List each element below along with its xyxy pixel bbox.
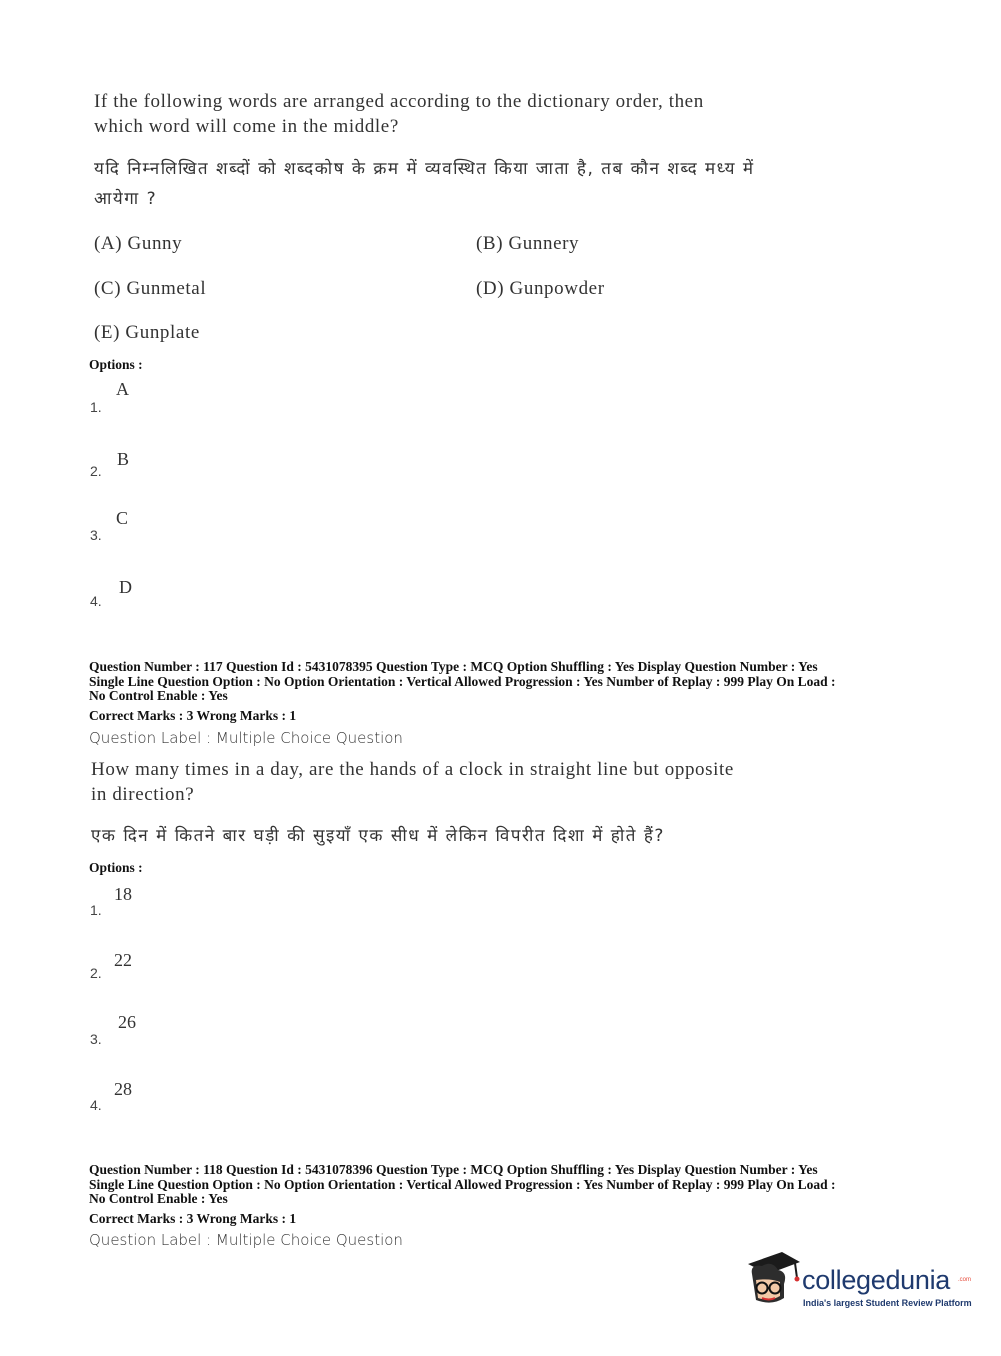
q117-option-1-num: 1. (90, 902, 102, 918)
logo-tagline: India's largest Student Review Platform (803, 1298, 972, 1308)
q116-option-1-num: 1. (90, 399, 102, 415)
q116-option-4-value[interactable]: D (119, 577, 132, 597)
q116-option-2-num: 2. (90, 463, 102, 479)
q116-hindi-line1: यदि निम्नलिखित शब्दों को शब्दकोष के क्रम में व्यवस्थित किया जाता है, तब कौन शब्द मध्य में (94, 159, 755, 179)
q117-hindi-line1: एक दिन में कितने बार घड़ी की सुइयाँ एक सीध में लेकिन विपरीत दिशा में होते हैं? (91, 826, 665, 846)
q117-options-heading: Options : (89, 860, 143, 875)
q117-option-4-value[interactable]: 28 (114, 1079, 132, 1099)
q116-options-heading: Options : (89, 357, 143, 372)
q117-meta-line3: No Control Enable : Yes (89, 688, 228, 703)
q117-english-line2: in direction? (91, 784, 195, 805)
logo-brand-text: collegedunia (802, 1265, 951, 1295)
q116-option-3-num: 3. (90, 527, 102, 543)
q117-option-4-num: 4. (90, 1097, 102, 1113)
q116-choice-c: (C) Gunmetal (94, 278, 207, 299)
q117-meta-line2: Single Line Question Option : No Option Orientation : Vertical Allowed Progression : Yes Number of Replay : 999 Play On Load : (89, 674, 836, 689)
q117-marks: Correct Marks : 3 Wrong Marks : 1 (89, 708, 297, 723)
q117-option-1-value[interactable]: 18 (114, 884, 132, 904)
q116-option-3-value[interactable]: C (116, 508, 129, 528)
q118-marks: Correct Marks : 3 Wrong Marks : 1 (89, 1211, 297, 1226)
q116-english-line1: If the following words are arranged according to the dictionary order, then (94, 91, 704, 112)
q117-meta-line1: Question Number : 117 Question Id : 5431078395 Question Type : MCQ Option Shuffling : Yes Display Question Number : Yes (89, 659, 818, 674)
q116-choice-b: (B) Gunnery (476, 233, 580, 254)
q116-hindi-line2: आयेगा ? (94, 189, 158, 209)
logo-com-text: .com (958, 1277, 972, 1283)
q116-option-4-num: 4. (90, 593, 102, 609)
q116-english-line2: which word will come in the middle? (94, 116, 399, 137)
q117-question-label: Question Label : Multiple Choice Question (89, 729, 403, 747)
q118-meta-line1: Question Number : 118 Question Id : 5431078396 Question Type : MCQ Option Shuffling : Yes Display Question Number : Yes (89, 1162, 818, 1177)
q117-option-3-num: 3. (90, 1031, 102, 1047)
q118-meta-line2: Single Line Question Option : No Option Orientation : Vertical Allowed Progression : Yes Number of Replay : 999 Play On Load : (89, 1177, 836, 1192)
q117-option-2-num: 2. (90, 965, 102, 981)
q117-option-2-value[interactable]: 22 (114, 950, 132, 970)
q116-option-1-value[interactable]: A (116, 379, 129, 399)
q117-option-3-value[interactable]: 26 (118, 1012, 136, 1032)
q118-question-label: Question Label : Multiple Choice Question (89, 1231, 403, 1249)
q116-choice-d: (D) Gunpowder (476, 278, 605, 299)
q116-choice-a: (A) Gunny (94, 233, 183, 254)
q118-meta-line3: No Control Enable : Yes (89, 1191, 228, 1206)
q116-choice-e: (E) Gunplate (94, 322, 200, 343)
q116-option-2-value[interactable]: B (117, 449, 130, 469)
collegedunia-logo-icon (742, 1250, 804, 1310)
q117-english-line1: How many times in a day, are the hands of a clock in straight line but opposite (91, 759, 734, 780)
